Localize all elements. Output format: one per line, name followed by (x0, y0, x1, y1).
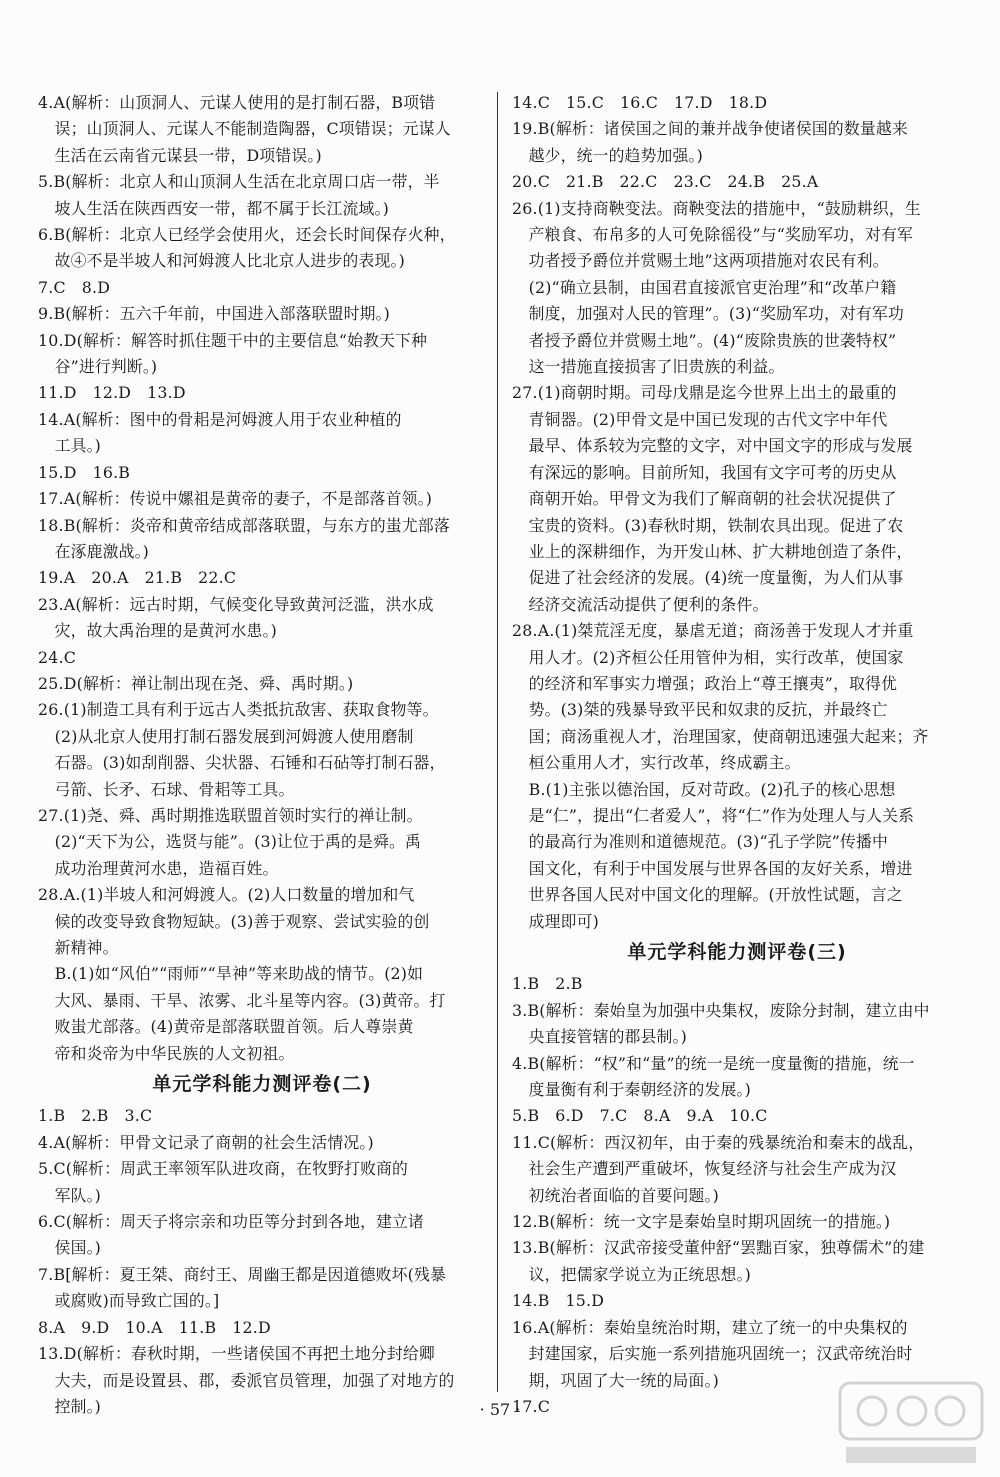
answer-line: 促进了社会经济的发展。(4)统一度量衡，为人们从事 (528, 568, 904, 588)
answer-item (512, 1130, 962, 1209)
answer-line: 者授予爵位并赏赐土地”。(4)“废除贵族的世袭特权” (528, 330, 897, 350)
answer-item (512, 169, 962, 195)
answer-line: 议，把儒家学说立为正统思想。) (528, 1264, 751, 1284)
answer-item (38, 328, 486, 381)
answer-line: 成功治理黄河水患，造福百姓。 (54, 858, 279, 878)
answer-line: 灾，故大禹治理的是黄河水患。) (54, 621, 277, 641)
answer-line: 6.B(解析：北京人已经学会使用火，还会长时间保存火种， (38, 225, 456, 245)
answer-item (38, 671, 486, 697)
answer-line: 桓公重用人才，实行改革，终成霸主。 (528, 753, 801, 773)
answer-line: 11.C(解析：西汉初年，由于秦的残暴统治和秦末的战乱， (512, 1132, 925, 1152)
answer-line: 央直接管辖的郡县制。) (528, 1027, 688, 1047)
answer-line: 新精神。 (54, 938, 119, 957)
page-number: · 57 · (479, 1400, 521, 1419)
section-title: 单元学科能力测评卷(二) (152, 1073, 372, 1096)
right-column (512, 90, 962, 1420)
answer-line: 青铜器。(2)甲骨文是中国已发现的古代文字中年代 (528, 409, 888, 429)
answer-item (38, 1130, 486, 1156)
answer-line: 成理即可) (528, 911, 599, 931)
answer-item (512, 380, 962, 618)
answer-line: 有深远的影响。目前所知，我国有文字可考的历史从 (528, 462, 897, 482)
answer-line: 14.C 15.C 16.C 17.D 18.D (512, 93, 768, 112)
answer-line: 5.B(解析：北京人和山顶洞人生活在北京周口店一带，半 (38, 172, 440, 192)
answer-line: 期，巩固了大一统的局面。) (528, 1370, 720, 1390)
answer-line: 国；商汤重视人才，治理国家，使商朝迅速强大起来；齐 (528, 726, 929, 746)
answer-line: 度量衡有利于秦朝经济的发展。) (528, 1080, 751, 1100)
answer-line: 26.(1)支持商鞅变法。商鞅变法的措施中，“鼓励耕织，生 (512, 198, 921, 218)
answer-item (38, 803, 486, 882)
answer-item (38, 882, 486, 1067)
answer-line: 5.C(解析：周武王率领军队进攻商，在牧野打败商的 (38, 1159, 409, 1179)
answer-line: 1.B 2.B 3.C (38, 1106, 153, 1126)
answer-line: 大风、暴雨、干旱、浓雾、北斗星等内容。(3)黄帝。打 (54, 990, 446, 1010)
answer-item (38, 645, 486, 671)
answer-item (38, 275, 486, 301)
answer-item (38, 169, 486, 222)
answer-line: 26.(1)制造工具有利于远古人类抵抗敌害、获取食物等。 (38, 700, 439, 720)
watermark-logo-icon (836, 1377, 986, 1469)
answer-line: 27.(1)商朝时期。司母戊鼎是迄今世界上出土的最重的 (512, 383, 897, 403)
answer-line: 28.A.(1)半坡人和河姆渡人。(2)人口数量的增加和气 (38, 885, 415, 905)
answer-line: 或腐败)而导致亡国的。] (54, 1291, 220, 1311)
answer-line: 的经济和军事实力增强；政治上“尊王攘夷”，取得优 (528, 673, 898, 693)
answer-line: 这一措施直接损害了旧贵族的利益。 (528, 357, 785, 377)
answer-line: 生活在云南省元谋县一带，D项错误。) (54, 145, 322, 165)
answer-item (38, 565, 486, 591)
answer-line: 10.D(解析：解答时抓住题干中的主要信息“始教天下种 (38, 330, 428, 350)
answer-line: 14.B 15.D (512, 1291, 605, 1311)
answer-line: 25.D(解析：禅让制出现在尧、舜、禹时期。) (38, 673, 354, 693)
answer-item (38, 407, 486, 460)
answer-line: 15.D 16.B (38, 462, 131, 482)
answer-line: 6.C(解析：周天子将宗亲和功臣等分封到各地，建立诸 (38, 1212, 425, 1232)
section-title: 单元学科能力测评卷(三) (627, 941, 847, 963)
answer-line: 8.A 9.D 10.A 11.B 12.D (38, 1317, 271, 1337)
answer-line: 16.A(解析：秦始皇统治时期，建立了统一的中央集权的 (512, 1317, 908, 1337)
answer-line: 19.A 20.A 21.B 22.C (38, 568, 237, 588)
answer-line: 28.A.(1)桀荒淫无度，暴虐无道；商汤善于发现人才并重 (512, 621, 914, 641)
answer-item (38, 1156, 486, 1209)
answer-line: 弓箭、长矛、石球、骨耜等工具。 (54, 779, 295, 799)
answer-line: 23.A(解析：远古时期，气候变化导致黄河泛滥，洪水成 (38, 594, 434, 614)
answer-line: 功者授予爵位并赏赐土地”这两项措施对农民有利。 (528, 251, 889, 271)
answer-line: 越少，统一的趋势加强。) (528, 145, 704, 165)
answer-line: 用人才。(2)齐桓公任用管仲为相，实行改革，使国家 (528, 647, 904, 667)
answer-item (38, 90, 486, 169)
answer-line: 经济交流活动提供了便利的条件。 (528, 594, 769, 614)
answer-line: 17.A(解析：传说中嫘祖是黄帝的妻子，不是部落首领。) (38, 489, 433, 509)
answer-item (38, 697, 486, 803)
answer-line: 4.A(解析：山顶洞人、元谋人使用的是打制石器，B项错 (38, 93, 436, 112)
answer-line: 11.D 12.D 13.D (38, 383, 186, 403)
answer-line: B.(1)主张以德治国，反对苛政。(2)孔子的核心思想 (528, 779, 896, 799)
answer-line: 1.B 2.B (512, 974, 583, 994)
answer-item (512, 618, 962, 935)
answer-line: 7.C 8.D (38, 277, 111, 297)
answer-line: 候的改变导致食物短缺。(3)善于观察、尝试实验的创 (54, 911, 430, 931)
answer-line: 宝贵的资料。(3)春秋时期，铁制农具出现。促进了农 (528, 515, 904, 535)
answer-item (38, 301, 486, 327)
answer-line: 17.C (512, 1396, 551, 1416)
answer-line: 故④不是半坡人和河姆渡人比北京人进步的表现。) (54, 251, 405, 271)
answer-item (38, 222, 486, 275)
answer-line: 产粮食、布帛多的人可免除徭役”与“奖励军功，对有军 (528, 225, 914, 245)
answer-line: 7.B[解析：夏王桀、商纣王、周幽王都是因道德败坏(残暴 (38, 1264, 446, 1284)
answer-item (512, 1288, 962, 1314)
answer-line: 4.B(解析：“权”和“量”的统一是统一度量衡的措施，统一 (512, 1053, 915, 1073)
answer-line: 势。(3)桀的残暴导致平民和奴隶的反抗，并最终亡 (528, 700, 888, 720)
answer-line: 24.C (38, 647, 77, 667)
answer-item (38, 1209, 486, 1262)
answer-line: (2)从北京人使用打制石器发展到河姆渡人使用磨制 (54, 726, 414, 746)
answer-item (38, 380, 486, 406)
answer-line: 封建国家，后实施一系列措施巩固统一；汉武帝统治时 (528, 1344, 913, 1364)
answer-line: 败蚩尤部落。(4)黄帝是部落联盟首领。后人尊崇黄 (54, 1017, 414, 1037)
answer-item (512, 116, 962, 169)
left-column (38, 90, 486, 1420)
answer-line: B.(1)如“风伯”“雨师”“旱神”等来助战的情节。(2)如 (54, 964, 424, 984)
answer-line: 最早、体系较为完整的文字，对中国文字的形成与发展 (528, 436, 913, 456)
answer-line: 14.A(解析：图中的骨耜是河姆渡人用于农业种植的 (38, 409, 402, 429)
answer-item (512, 1051, 962, 1104)
answer-line: 20.C 21.B 22.C 23.C 24.B 25.A (512, 172, 819, 192)
answer-item (38, 460, 486, 486)
answer-line: 帝和炎帝为中华民族的人文初祖。 (54, 1043, 295, 1063)
answer-item (38, 1103, 486, 1129)
answer-line: 5.B 6.D 7.C 8.A 9.A 10.C (512, 1106, 768, 1126)
answer-line: 12.B(解析：统一文字是秦始皇时期巩固统一的措施。) (512, 1212, 891, 1232)
answer-line: 坡人生活在陕西西安一带，都不属于长江流域。) (54, 198, 389, 218)
answer-line: 19.B(解析：诸侯国之间的兼并战争使诸侯国的数量越来 (512, 119, 908, 139)
answer-line: 3.B(解析：秦始皇为加强中央集权，废除分封制，建立由中 (512, 1000, 930, 1020)
answer-line: 18.B(解析：炎帝和黄帝结成部落联盟，与东方的蚩尤部落 (38, 515, 450, 535)
answer-item (38, 592, 486, 645)
column-divider (497, 92, 498, 1392)
answer-line: 社会生产遭到严重破坏，恢复经济与社会生产成为汉 (528, 1159, 897, 1179)
answer-item (38, 486, 486, 512)
answer-line: 业上的深耕细作，为开发山林、扩大耕地创造了条件， (528, 541, 913, 561)
answer-item (38, 513, 486, 566)
answer-line: 制度，加强对人民的管理”。(3)“奖励军功，对有军功 (528, 304, 905, 324)
answer-line: 的最高行为准则和道德规范。(3)“孔子学院”传播中 (528, 832, 889, 852)
answer-item (512, 90, 962, 116)
answer-line: 13.B(解析：汉武帝接受董仲舒“罢黜百家，独尊儒术”的建 (512, 1238, 925, 1258)
answer-line: 误；山顶洞人、元谋人不能制造陶器，C项错误；元谋人 (54, 119, 451, 139)
answer-line: 大夫，而是设置县、郡，委派官员管理，加强了对地方的 (54, 1370, 455, 1390)
answer-line: 控制。) (54, 1396, 102, 1416)
answer-item (512, 971, 962, 997)
answer-item (38, 1315, 486, 1341)
answer-line: 是“仁”，提出“仁者爱人”，将“仁”作为处理人与人关系 (528, 805, 915, 825)
answer-line: 谷”进行判断。) (54, 357, 158, 377)
answer-line: (2)“天下为公，选贤与能”。(3)让位于禹的是舜。禹 (54, 832, 422, 852)
answer-line: 商朝开始。甲骨文为我们了解商朝的社会状况提供了 (528, 489, 897, 509)
answer-line: 初统治者面临的首要问题。) (528, 1185, 720, 1205)
answer-line: 国文化，有利于中国发展与世界各国的友好关系，增进 (528, 858, 913, 878)
answer-line: 在涿鹿激战。) (54, 541, 150, 561)
answer-line: 4.A(解析：甲骨文记录了商朝的社会生活情况。) (38, 1132, 374, 1152)
answer-item (512, 196, 962, 381)
answer-item (38, 1262, 486, 1315)
answer-line: (2)“确立县制，由国君直接派官吏治理”和“改革户籍 (528, 277, 897, 297)
answer-line: 侯国。) (54, 1238, 102, 1258)
answer-line: 世界各国人民对中国文化的理解。(开放性试题，言之 (528, 885, 903, 905)
answer-line: 工具。) (54, 436, 102, 456)
answer-item (512, 1209, 962, 1235)
answer-item (512, 1235, 962, 1288)
answer-line: 9.B(解析：五六千年前，中国进入部落联盟时期。) (38, 304, 391, 324)
answer-item (512, 998, 962, 1051)
answer-item (512, 1103, 962, 1129)
answer-line: 13.D(解析：春秋时期，一些诸侯国不再把土地分封给卿 (38, 1344, 435, 1364)
answer-line: 石器。(3)如刮削器、尖状器、石锤和石砧等打制石器， (54, 753, 446, 773)
answer-line: 27.(1)尧、舜、禹时期推选联盟首领时实行的禅让制。 (38, 805, 423, 825)
answer-line: 军队。) (54, 1185, 102, 1205)
